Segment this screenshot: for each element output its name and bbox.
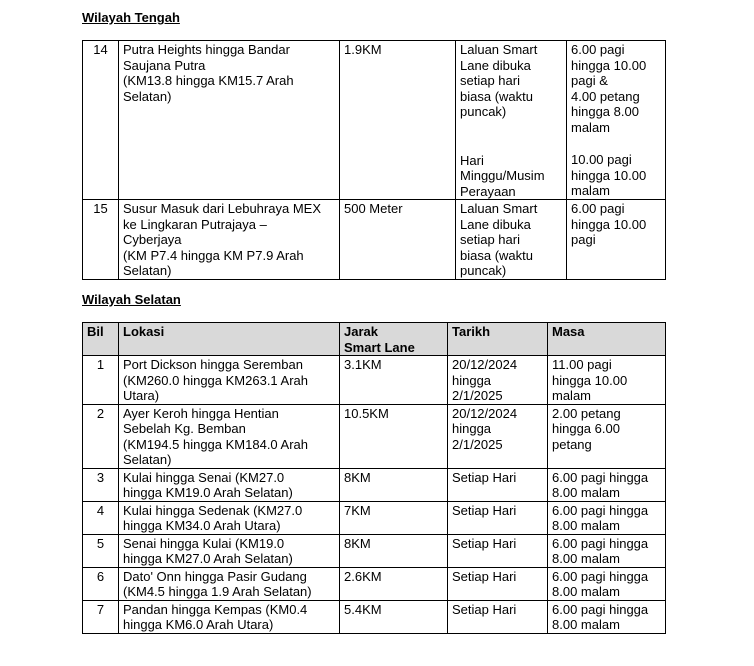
row-number: 2 — [83, 404, 119, 468]
masa-line: malam — [571, 119, 611, 135]
masa-line: hingga 10.00 — [571, 57, 647, 73]
tarikh-cell: Setiap Hari — [448, 534, 548, 567]
masa-line: 6.00 pagi — [571, 201, 625, 216]
row-number: 15 — [83, 200, 119, 280]
tarikh-cell — [448, 356, 548, 405]
masa-line: 6.00 pagi hingga — [552, 535, 649, 551]
lokasi-line: hingga KM19.0 Arah Selatan) — [123, 485, 293, 500]
table-row — [83, 41, 666, 200]
tarikh-line: biasa (waktu — [460, 88, 533, 104]
masa-line: petang — [552, 436, 592, 452]
masa-line: 8.00 malam — [552, 485, 620, 500]
tarikh-line: Lane dibuka — [460, 57, 531, 73]
lokasi-cell — [119, 356, 340, 405]
tarikh-cell — [448, 404, 548, 468]
lokasi-line: Saujana Putra — [123, 57, 206, 73]
jarak-cell: 10.5KM — [340, 404, 448, 468]
lokasi-line: Putra Heights hingga Bandar — [123, 42, 290, 57]
tarikh-cell: Setiap Hari — [448, 501, 548, 534]
tarikh-line: Minggu/Musim — [460, 168, 545, 183]
lokasi-line: Sebelah Kg. Bemban — [123, 421, 246, 436]
tarikh-line: Hari — [460, 152, 484, 168]
row-number: 6 — [83, 567, 119, 600]
jarak-cell: 7KM — [340, 501, 448, 534]
row-number: 3 — [83, 468, 119, 501]
lokasi-line: (KM P7.4 hingga KM P7.9 Arah — [123, 247, 304, 263]
lokasi-line: Ayer Keroh hingga Hentian — [123, 405, 279, 421]
tarikh-line: Lane dibuka — [460, 216, 531, 232]
lokasi-line: (KM260.0 hingga KM263.1 Arah — [123, 372, 309, 388]
row-number: 4 — [83, 501, 119, 534]
masa-line: 6.00 pagi hingga — [552, 568, 649, 584]
lokasi-line: Kulai hingga Sedenak (KM27.0 — [123, 502, 303, 518]
masa-cell — [548, 404, 666, 468]
jarak-cell: 5.4KM — [340, 600, 448, 633]
tarikh-line: hingga — [452, 372, 492, 388]
tarikh-cell: Setiap Hari — [448, 468, 548, 501]
heading-wilayah-tengah: Wilayah Tengah — [82, 10, 180, 25]
lokasi-line: Kulai hingga Senai (KM27.0 — [123, 469, 285, 485]
masa-line: 6.00 pagi — [571, 42, 625, 57]
masa-line: 8.00 malam — [552, 551, 620, 566]
masa-cell — [548, 468, 666, 501]
lokasi-line: Selatan) — [123, 263, 172, 278]
table-row — [83, 501, 666, 534]
lokasi-cell — [119, 404, 340, 468]
masa-line: hingga 10.00 — [571, 167, 647, 183]
table-row — [83, 200, 666, 280]
lokasi-line: Selatan) — [123, 88, 172, 104]
jarak-cell: 1.9KM — [340, 41, 456, 200]
masa-line: 6.00 pagi hingga — [552, 502, 649, 518]
masa-cell — [567, 200, 666, 280]
tarikh-line: 20/12/2024 — [452, 405, 518, 421]
lokasi-cell — [119, 501, 340, 534]
lokasi-line: Pandan hingga Kempas (KM0.4 — [123, 601, 308, 617]
table-row — [83, 356, 666, 405]
tarikh-cell — [456, 41, 567, 200]
masa-line: malam — [552, 388, 592, 403]
table-row — [83, 567, 666, 600]
lokasi-cell — [119, 534, 340, 567]
jarak-cell: 500 Meter — [340, 200, 456, 280]
row-number: 5 — [83, 534, 119, 567]
tarikh-line: setiap hari — [460, 232, 520, 247]
row-number: 7 — [83, 600, 119, 633]
masa-cell — [548, 567, 666, 600]
lokasi-line: Port Dickson hingga Seremban — [123, 357, 303, 372]
jarak-cell: 8KM — [340, 534, 448, 567]
masa-cell — [548, 600, 666, 633]
header-lokasi: Lokasi — [119, 323, 340, 356]
lokasi-line: ke Lingkaran Putrajaya – — [123, 216, 267, 232]
jarak-cell: 8KM — [340, 468, 448, 501]
header-bil: Bil — [83, 323, 119, 356]
masa-line: 11.00 pagi — [552, 357, 612, 372]
lokasi-line: Dato' Onn hingga Pasir Gudang — [123, 568, 307, 584]
lokasi-line: (KM13.8 hingga KM15.7 Arah — [123, 73, 294, 88]
header-jarak-line: Jarak — [344, 324, 378, 339]
masa-line: 2.00 petang — [552, 405, 621, 421]
lokasi-line: Senai hingga Kulai (KM19.0 — [123, 535, 285, 551]
header-tarikh: Tarikh — [448, 323, 548, 356]
table-row — [83, 404, 666, 468]
lokasi-line: Selatan) — [123, 452, 172, 467]
masa-line: 6.00 pagi hingga — [552, 601, 649, 617]
masa-line: 4.00 petang — [571, 88, 640, 104]
lokasi-line: (KM194.5 hingga KM184.0 Arah — [123, 436, 309, 452]
masa-line: hingga 8.00 — [571, 104, 639, 119]
table-row — [83, 600, 666, 633]
table-wilayah-selatan — [82, 322, 666, 634]
lokasi-cell — [119, 600, 340, 633]
lokasi-line: Susur Masuk dari Lebuhraya MEX — [123, 201, 321, 216]
table-header-row — [83, 323, 666, 356]
masa-cell — [567, 41, 666, 200]
header-jarak — [340, 323, 448, 356]
header-jarak-line: Smart Lane — [344, 339, 415, 355]
table-row — [83, 468, 666, 501]
lokasi-cell — [119, 41, 340, 200]
tarikh-line: Laluan Smart — [460, 201, 538, 216]
header-masa: Masa — [548, 323, 666, 356]
lokasi-line: Cyberjaya — [123, 232, 182, 247]
masa-line: 8.00 malam — [552, 518, 620, 533]
jarak-cell: 3.1KM — [340, 356, 448, 405]
tarikh-line: biasa (waktu — [460, 247, 533, 263]
masa-line: 6.00 pagi hingga — [552, 469, 649, 485]
table-wilayah-tengah — [82, 40, 666, 280]
masa-cell — [548, 501, 666, 534]
tarikh-line: puncak) — [460, 263, 507, 278]
masa-line: 8.00 malam — [552, 617, 620, 632]
lokasi-line: hingga KM27.0 Arah Selatan) — [123, 551, 293, 566]
masa-line: hingga 10.00 — [552, 372, 628, 388]
masa-line: hingga 10.00 — [571, 216, 647, 232]
lokasi-cell — [119, 200, 340, 280]
row-number: 1 — [83, 356, 119, 405]
tarikh-cell: Setiap Hari — [448, 600, 548, 633]
jarak-cell: 2.6KM — [340, 567, 448, 600]
masa-line: pagi & — [571, 73, 608, 88]
lokasi-cell — [119, 567, 340, 600]
tarikh-line: 20/12/2024 — [452, 357, 518, 372]
masa-line: malam — [571, 183, 611, 198]
lokasi-cell — [119, 468, 340, 501]
tarikh-line: Laluan Smart — [460, 42, 538, 57]
lokasi-line: Utara) — [123, 388, 160, 403]
masa-line: 8.00 malam — [552, 584, 620, 599]
tarikh-line: hingga — [452, 421, 492, 436]
masa-line: hingga 6.00 — [552, 421, 620, 436]
tarikh-line: 2/1/2025 — [452, 436, 503, 452]
masa-line: pagi — [571, 232, 596, 247]
row-number: 14 — [83, 41, 119, 200]
masa-cell — [548, 356, 666, 405]
tarikh-line: Perayaan — [460, 183, 516, 199]
table-row — [83, 534, 666, 567]
lokasi-line: (KM4.5 hingga 1.9 Arah Selatan) — [123, 584, 312, 599]
lokasi-line: hingga KM34.0 Arah Utara) — [123, 518, 281, 533]
tarikh-line: 2/1/2025 — [452, 388, 503, 403]
masa-cell — [548, 534, 666, 567]
tarikh-line: setiap hari — [460, 73, 520, 88]
tarikh-cell: Setiap Hari — [448, 567, 548, 600]
heading-wilayah-selatan: Wilayah Selatan — [82, 292, 181, 307]
masa-line: 10.00 pagi — [571, 152, 632, 167]
tarikh-line: puncak) — [460, 104, 507, 119]
lokasi-line: hingga KM6.0 Arah Utara) — [123, 617, 274, 632]
tarikh-cell — [456, 200, 567, 280]
